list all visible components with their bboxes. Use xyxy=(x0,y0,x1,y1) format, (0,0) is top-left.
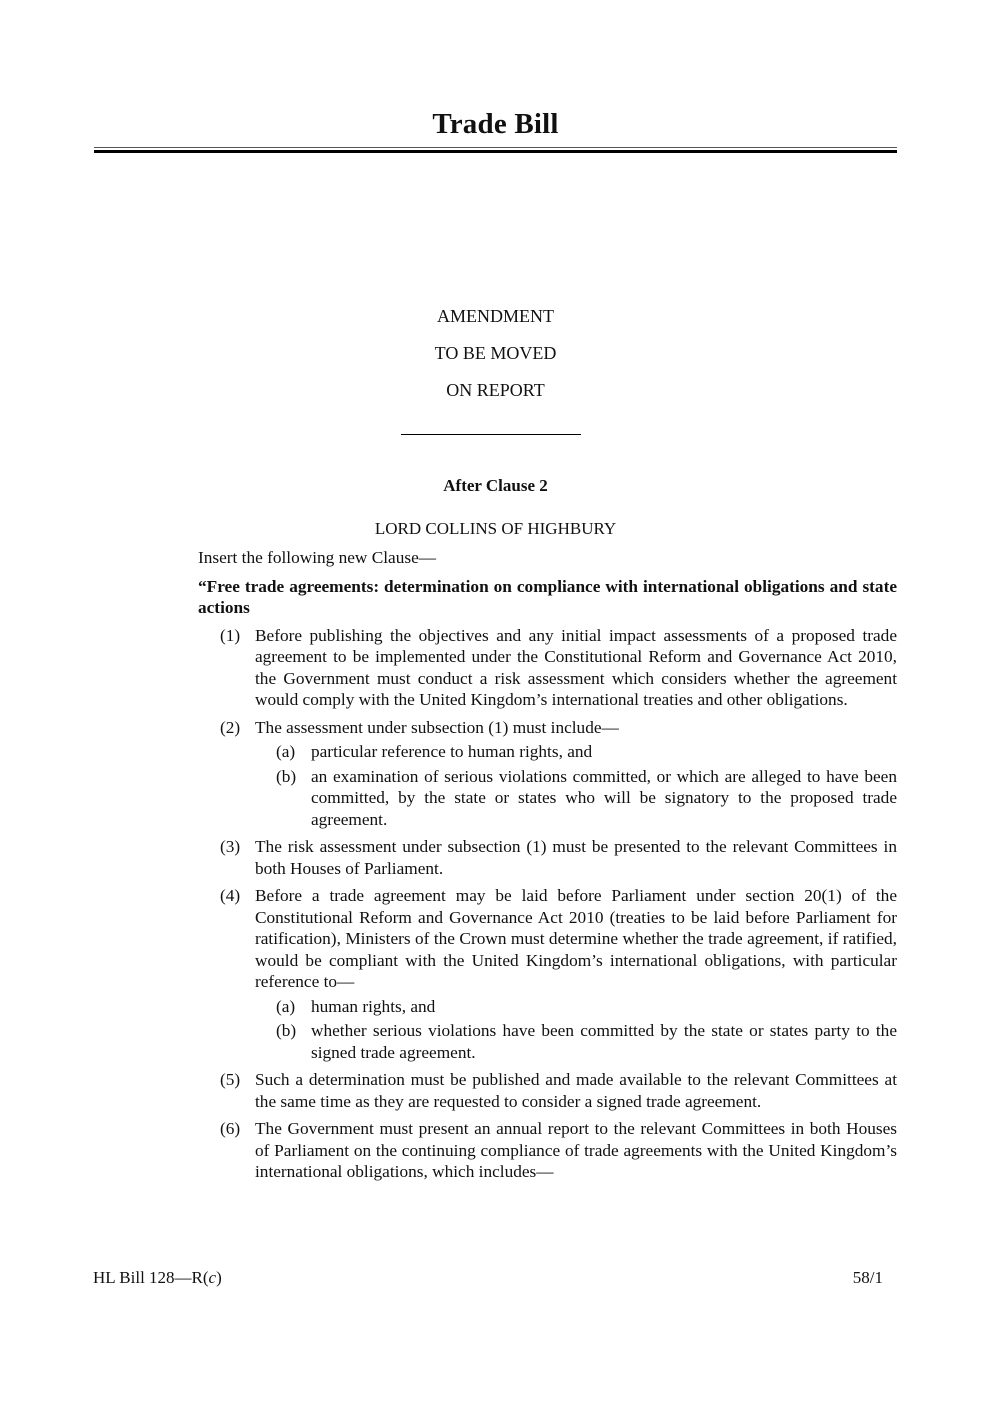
subsection-text: Such a determination must be published and made available to the relevant Committees at the same time as they are requested to consider a signed trade agreement. xyxy=(255,1070,897,1111)
subsection-5 xyxy=(198,1069,897,1112)
page-reference: 58/1 xyxy=(852,1268,883,1287)
subsection-3 xyxy=(198,836,897,879)
stage-line-2: TO BE MOVED xyxy=(434,343,557,363)
clause-position: After Clause 2 xyxy=(443,476,548,495)
amendment-body xyxy=(198,547,897,1183)
subsection-number: (5) xyxy=(220,1070,241,1089)
subsection-2 xyxy=(198,717,897,831)
paragraph-number: (b) xyxy=(276,1021,297,1040)
stage-divider xyxy=(401,434,581,435)
title-rule-thin xyxy=(94,147,897,148)
subsection-text: Before a trade agreement may be laid before Parliament under section 20(1) of the Constitutional Reform and Governance Act 2010 (treaties to be laid before Parliament for ratification), Ministers of the Crown must determine whether the trade agreement, if ratified, would be compliant with the United Kingdom’s international obligations, with particular reference to— xyxy=(255,886,897,991)
subsection-number: (6) xyxy=(220,1119,241,1138)
clause-heading: “Free trade agreements: determination on compliance with international obligations and state actions xyxy=(198,576,897,617)
stage-line-3: ON REPORT xyxy=(446,380,545,400)
bill-ref-italic: c xyxy=(208,1268,217,1287)
subsection-text: The assessment under subsection (1) must include— xyxy=(255,717,619,737)
subsection-6 xyxy=(198,1118,897,1183)
subsection-text: The risk assessment under subsection (1) must be presented to the relevant Committees in both Houses of Parliament. xyxy=(255,837,897,878)
bill-ref-prefix: HL Bill 128—R( xyxy=(93,1268,209,1287)
subsection-number: (4) xyxy=(220,886,241,905)
mover-name: LORD COLLINS OF HIGHBURY xyxy=(374,519,617,538)
paragraph-2-a xyxy=(198,741,897,763)
paragraph-text: human rights, and xyxy=(311,996,436,1016)
subsection-1 xyxy=(198,625,897,711)
stage-line-1: AMENDMENT xyxy=(437,306,554,326)
subsection-text: Before publishing the objectives and any initial impact assessments of a proposed trade agreement to be implemented under the Constitutional Reform and Governance Act 2010, the Government must conduct a risk assessment which considers whether the agreement would comply with the United Kingdom’s international treaties and other obligations. xyxy=(255,625,897,709)
subsection-number: (2) xyxy=(220,717,241,737)
paragraph-text: whether serious violations have been committed by the state or states party to the signed trade agreement. xyxy=(311,1021,897,1062)
paragraph-2-b xyxy=(198,766,897,831)
bill-ref-suffix: ) xyxy=(216,1268,222,1287)
paragraph-text: particular reference to human rights, and xyxy=(311,742,593,761)
subsection-number: (1) xyxy=(220,625,241,645)
paragraph-number: (a) xyxy=(276,742,296,761)
paragraph-4-b xyxy=(198,1020,897,1063)
subsection-number: (3) xyxy=(220,837,241,856)
paragraph-number: (b) xyxy=(276,766,297,786)
paragraph-number: (a) xyxy=(276,996,296,1016)
document-title: Trade Bill xyxy=(432,108,559,140)
bill-reference xyxy=(93,1268,222,1288)
subsection-text: The Government must present an annual report to the relevant Committees in both Houses of Parliament on the continuing compliance of trade agreements with the United Kingdom’s international obligations, which includes— xyxy=(255,1119,897,1181)
paragraph-4-a xyxy=(198,996,897,1018)
paragraph-text: an examination of serious violations committed, or which are alleged to have been committed, by the state or states who will be signatory to the proposed trade agreement. xyxy=(311,766,897,829)
insert-instruction: Insert the following new Clause— xyxy=(198,548,437,567)
subsection-4 xyxy=(198,885,897,1063)
title-rule-thick xyxy=(94,150,897,153)
